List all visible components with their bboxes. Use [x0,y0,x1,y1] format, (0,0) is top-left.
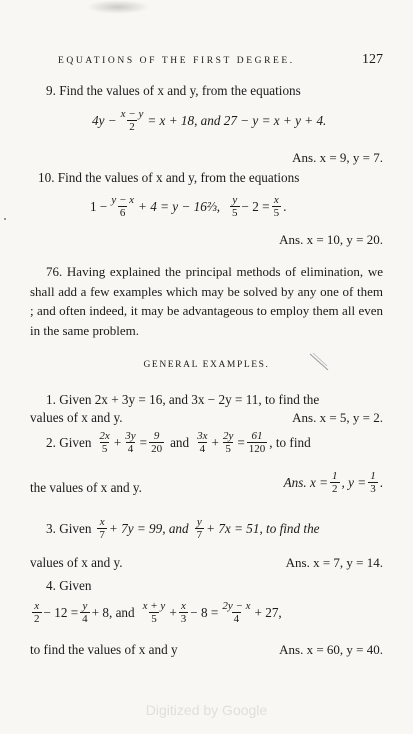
article-76: 76. Having explained the principal methods of elimination, we shall add a few examples which may be solved by any one of them ; and often indeed, it may be advantageous to employ them all even in the same problem. [30,264,383,338]
fraction: $\frac{x - y}{2}$ [120,108,144,133]
problem-10-answer: Ans. x = 10, y = 20. [279,232,383,247]
ink-smudge [86,0,150,14]
example-3-line2: values of x and y. [30,555,123,570]
section-title: GENERAL EXAMPLES. [143,360,270,370]
example-3-equation: 3. Given $\frac{x}{7}$ + 7y = 99, and $\frac{y}{7}$ + 7x = 51, to find the [46,516,320,541]
example-4-equation: $\frac{x}{2}$ − 12 = $\frac{y}{4}$ + 8, and $\frac{x + y}{5}$ + $\frac{x}{3}$ − 8 = $\frac{2y - x}{4}$ + 27, [34,600,282,625]
example-1-answer: Ans. x = 5, y = 2. [292,410,383,425]
margin-speck [4,218,6,220]
pencil-mark [308,352,330,372]
problem-9-answer: Ans. x = 9, y = 7. [292,150,383,165]
running-header [58,52,383,68]
watermark: Digitized by Google [145,702,268,718]
example-3-answer: Ans. x = 7, y = 14. [285,555,383,570]
problem-10-intro: 10. Find the values of x and y, from the equations [38,170,300,185]
problem-9-equation: 4y − $\frac{x - y}{2}$ = x + 18, and 27 − y = x + y + 4. [92,108,327,133]
problem-10-equation: 1 − $\frac{y - x}{6}$ + 4 = y − 16⅔, $\frac{y}{5}$ − 2 = $\frac{x}{5}$ . [90,194,287,219]
example-2-line2: the values of x and y. [30,480,142,495]
problem-9-intro: 9. Find the values of x and y, from the equations [46,83,301,98]
example-1-line1: 1. Given 2x + 3y = 16, and 3x − 2y = 11, to find the [46,392,320,407]
page-number: 127 [362,52,383,67]
example-2-equation: 2. Given $\frac{2x}{5}$ + $\frac{3y}{4}$ = $\frac{9}{20}$ and $\frac{3x}{4}$ + $\frac{2y}{5}$ = $\frac{61}{120}$ , to find [46,430,311,455]
example-4-line2: to find the values of x and y [30,642,178,657]
header-title: EQUATIONS OF THE FIRST DEGREE. [58,56,295,66]
example-4-answer: Ans. x = 60, y = 40. [279,642,383,657]
example-1-line2: values of x and y. [30,410,123,425]
example-4-lead: 4. Given [46,578,92,593]
example-2-answer: Ans. x = $\frac{1}{2}$ , y = $\frac{1}{3}$ . [283,470,383,495]
